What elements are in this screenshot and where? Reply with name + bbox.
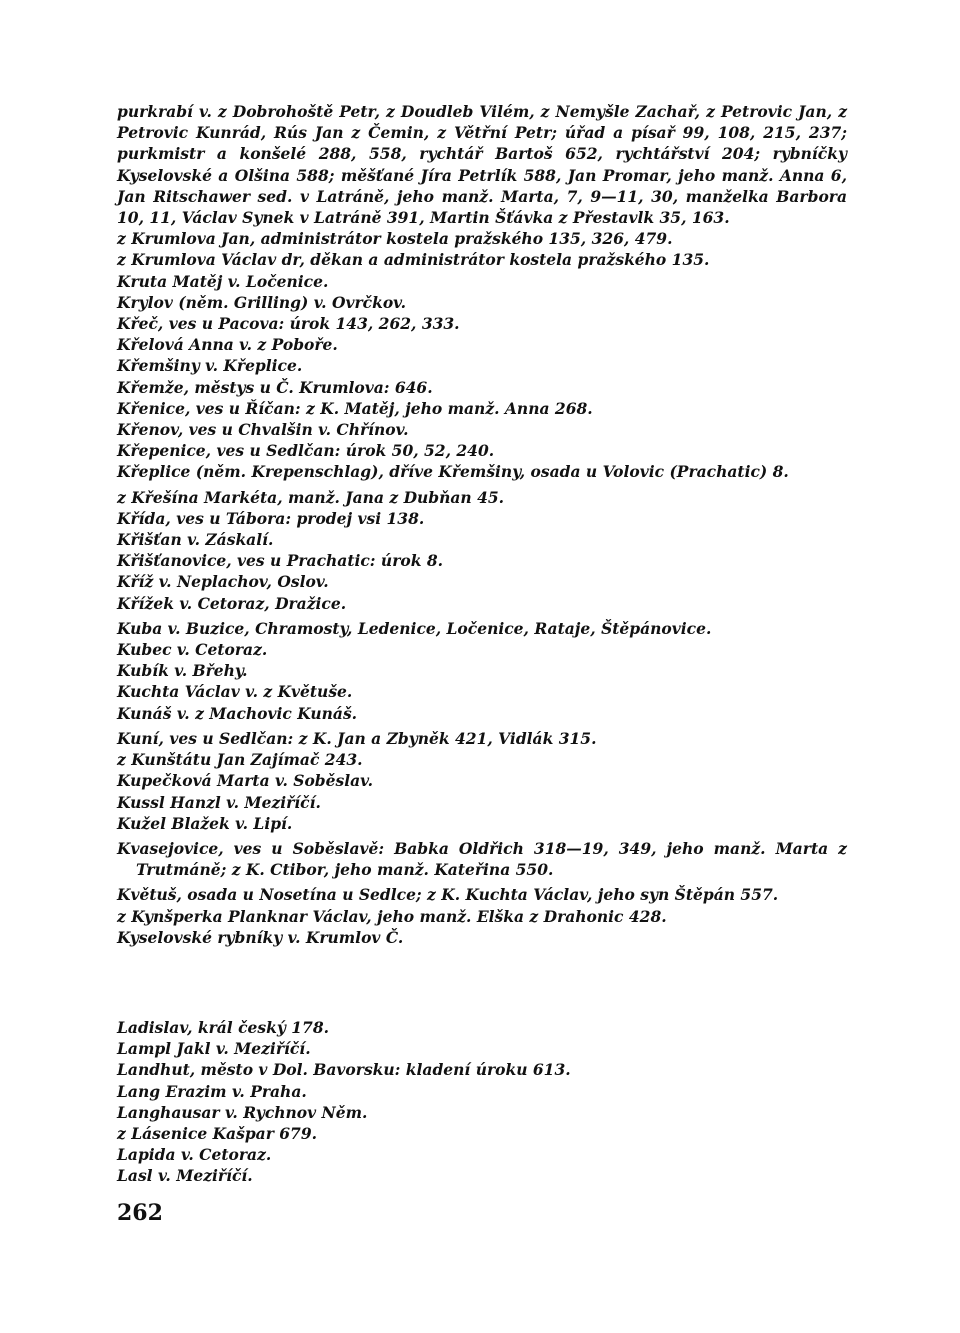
index-entry: z Lásenice Kašpar 679.	[117, 1124, 318, 1144]
index-entry: Kussl Hanzl v. Meziříčí.	[117, 792, 321, 812]
index-entry: Křížek v. Cetoraz, Dražice.	[117, 593, 347, 613]
index-entry: Kruta Matěj v. Ločenice.	[117, 271, 329, 291]
index-entry: Kubík v. Břehy.	[117, 661, 248, 681]
index-entry: Křemšiny v. Křeplice.	[117, 356, 303, 376]
index-entry: Křenice, ves u Říčan: z K. Matěj, jeho manž. Anna 268.	[117, 398, 593, 418]
index-entry: Ladislav, král český 178.	[117, 1018, 330, 1037]
index-column-l	[117, 1017, 847, 1187]
index-entry: Křenov, ves u Chvalšin v. Chřínov.	[117, 420, 409, 440]
index-entry: z Krumlova Jan, administrátor kostela pražského 135, 326, 479.	[117, 229, 673, 249]
index-entry: z Krumlova Václav dr, děkan a administrátor kostela pražského 135.	[117, 250, 710, 270]
index-entry: Křišťan v. Záskalí.	[117, 530, 274, 550]
index-entry: Lapida v. Cetoraz.	[117, 1145, 272, 1165]
index-entry: Kuba v. Buzice, Chramosty, Ledenice, Ločenice, Rataje, Štěpánovice.	[117, 618, 712, 638]
index-entry: purkrabí v. z Dobrohoště Petr, z Doudleb Vilém, z Nemyšle Zachař, z Petrovic Jan, z Petrovic Kunrád, Rús Jan z Čemin, z Větřní Petr; úřad a písař 99, 108, 215, 237; purkmistr a konšelé 288, 558, rychtář Bartoš 652, rychtářství 204; rybníčky Kyselovské a Olšina 588; měšťané Jíra Petrlík 588, Jan Promar, jeho manž. Anna 6, Jan Ritschawer sed. v Latráně, jeho manž. Marta, 7, 9—11, 30, manželka Barbora 10, 11, Václav Synek v Latráně 391, Martin Šťávka z Přestavlk 35, 163.	[117, 102, 847, 228]
index-entry: Kyselovské rybníky v. Krumlov Č.	[117, 927, 404, 947]
index-entry: Křelová Anna v. z Poboře.	[117, 335, 338, 355]
index-entry: Křišťanovice, ves u Prachatic: úrok 8.	[117, 551, 444, 571]
index-entry: Kuní, ves u Sedlčan: z K. Jan a Zbyněk 421, Vidlák 315.	[117, 728, 597, 748]
index-entry: Kuchta Václav v. z Květuše.	[117, 682, 353, 702]
index-entry: Landhut, město v Dol. Bavorsku: kladení úroku 613.	[117, 1060, 571, 1080]
index-entry: Lang Erazim v. Praha.	[117, 1081, 307, 1101]
index-entry: z Křešína Markéta, manž. Jana z Dubňan 45.	[117, 487, 505, 507]
index-entry: Lampl Jakl v. Meziříčí.	[117, 1039, 311, 1059]
index-entry: Křemže, městys u Č. Krumlova: 646.	[117, 377, 433, 397]
index-entry: Langhausar v. Rychnov Něm.	[117, 1102, 368, 1122]
index-entry: Křeplice (něm. Krepenschlag), dříve Křemšiny, osada u Volovic (Prachatic) 8.	[117, 462, 789, 482]
index-entry: z Kunštátu Jan Zajímač 243.	[117, 750, 363, 770]
index-entry: Kužel Blažek v. Lipí.	[117, 813, 293, 833]
index-entry: Lasl v. Meziříčí.	[117, 1166, 253, 1186]
index-entry: Kvasejovice, ves u Soběslavě: Babka Oldřich 318—19, 349, jeho manž. Marta z Trutmáně; z K. Ctibor, jeho manž. Kateřina 550.	[117, 838, 847, 880]
index-entry: z Kynšperka Planknar Václav, jeho manž. Elška z Drahonic 428.	[117, 906, 667, 926]
page-number: 262	[117, 1200, 163, 1226]
index-entry: Křeč, ves u Pacova: úrok 143, 262, 333.	[117, 314, 460, 334]
index-entry: Květuš, osada u Nosetína u Sedlce; z K. Kuchta Václav, jeho syn Štěpán 557.	[117, 885, 779, 905]
index-entry: Krylov (něm. Grilling) v. Ovrčkov.	[117, 292, 406, 312]
index-entry: Kunáš v. z Machovic Kunáš.	[117, 703, 358, 723]
index-entry: Křída, ves u Tábora: prodej vsi 138.	[117, 508, 425, 528]
index-entry: Kříž v. Neplachov, Oslov.	[117, 572, 329, 592]
index-entry: Kupečková Marta v. Soběslav.	[117, 771, 373, 791]
index-entry: Kubec v. Cetoraz.	[117, 640, 268, 660]
index-column-k	[117, 101, 847, 948]
index-entry: Křepenice, ves u Sedlčan: úrok 50, 52, 240.	[117, 441, 495, 461]
